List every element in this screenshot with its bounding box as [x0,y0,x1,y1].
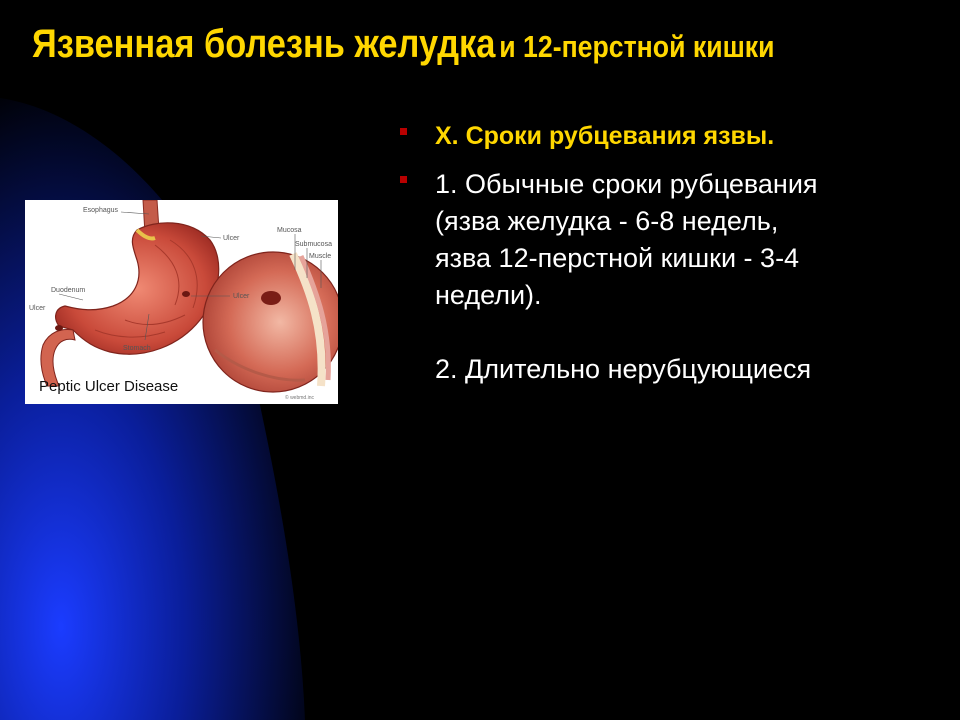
illustration-caption: Peptic Ulcer Disease [39,378,179,395]
bullet-heading [435,118,774,155]
illustration-copyright: © webmd.inc [285,395,314,401]
bullet-item [400,166,940,388]
bullet-marker-icon [400,176,407,183]
bullet-line: 2. Длительно нерубцующиеся [435,354,812,384]
label-stomach: Stomach [123,345,151,352]
label-submucosa: Submucosa [295,241,332,248]
bullet-line: (язва желудка - 6-8 недель, [435,206,779,236]
label-ulcer-top: Ulcer [223,235,240,242]
label-mucosa: Mucosa [277,227,302,234]
label-ulcer-left: Ulcer [29,305,46,312]
title-sub: и 12-перстной кишки [499,29,775,64]
slide-title [32,22,815,67]
bullet-line: 1. Обычные сроки рубцевания [435,169,818,199]
bullet-body [435,166,818,388]
title-main: Язвенная болезнь желудка [32,22,496,66]
label-esophagus: Esophagus [83,207,119,214]
label-muscle: Muscle [309,253,332,260]
bullet-line: X. Сроки рубцевания язвы. [435,122,775,150]
stomach-anatomy-image [25,200,338,404]
bullet-line: недели). [435,280,542,310]
label-duodenum: Duodenum [51,287,86,294]
bullet-line: язва 12-перстной кишки - 3-4 [435,243,800,273]
bullet-item [400,118,940,155]
label-ulcer-mid: Ulcer [233,293,250,300]
bullet-list [400,118,940,399]
bullet-marker-icon [400,128,407,135]
stomach-ulcer-illustration [25,200,338,404]
paragraph-gap [435,314,818,351]
